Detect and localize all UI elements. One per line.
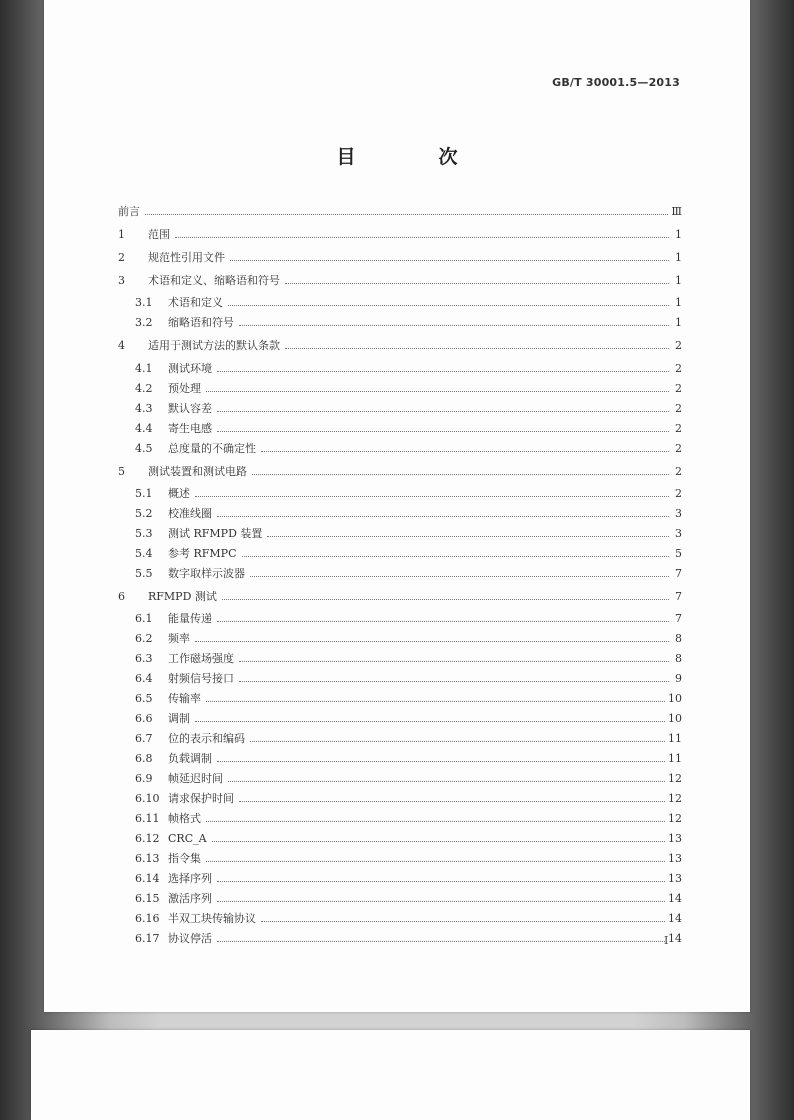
dot-leader [195, 640, 669, 642]
dot-leader [228, 780, 665, 782]
toc-entry-number: 6.2 [135, 631, 153, 645]
toc-entry-label: 工作磁场强度 [168, 652, 234, 665]
dot-leader [242, 555, 670, 557]
toc-entry-number: 4.2 [135, 381, 153, 395]
toc-entry-number: 4.1 [135, 361, 153, 375]
toc-subentry[interactable] [135, 524, 682, 542]
dot-leader [252, 473, 669, 475]
toc-entry-number: 4.4 [135, 421, 153, 435]
toc-subentry[interactable] [135, 729, 682, 747]
toc-entry-page: 2 [675, 401, 682, 415]
dot-leader [206, 820, 665, 822]
dot-leader [217, 880, 665, 882]
toc-entry-number: 6.12 [135, 831, 160, 845]
toc-entry-number: 6.16 [135, 911, 160, 925]
toc-entry-number: 6.17 [135, 931, 160, 945]
dot-leader [217, 410, 669, 412]
toc-entry-number: 6.4 [135, 671, 153, 685]
toc-entry-number: 3.2 [135, 315, 153, 329]
toc-entry-label: 指令集 [168, 852, 201, 865]
toc-entry-label: 概述 [168, 487, 190, 500]
toc-entry-page: 11 [668, 731, 682, 745]
toc-subentry[interactable] [135, 399, 682, 417]
toc-entry-page: 8 [675, 631, 682, 645]
toc-entry-number: 6.5 [135, 691, 153, 705]
toc-entry-number: 6.7 [135, 731, 153, 745]
toc-subentry[interactable] [135, 709, 682, 727]
toc-entry[interactable] [118, 271, 682, 289]
dot-leader [267, 535, 669, 537]
toc-entry-number: 6.11 [135, 811, 160, 825]
toc-entry-label: 测试 RFMPD 装置 [168, 527, 263, 540]
toc-subentry[interactable] [135, 909, 682, 927]
toc-entry-number: 3 [118, 273, 125, 287]
dot-leader [228, 304, 669, 306]
toc-entry-page: 10 [668, 711, 682, 725]
toc-entry-label: 调制 [168, 712, 190, 725]
toc-subentry[interactable] [135, 809, 682, 827]
toc-entry-page: 2 [675, 421, 682, 435]
toc-entry-number: 6.14 [135, 871, 160, 885]
toc-entry-number: 5.4 [135, 546, 153, 560]
toc-entry-label: 参考 RFMPC [168, 547, 237, 560]
toc-subentry[interactable] [135, 544, 682, 562]
toc-entry-number: 2 [118, 250, 125, 264]
toc-entry-page: 13 [668, 851, 682, 865]
toc-subentry[interactable] [135, 484, 682, 502]
toc-subentry[interactable] [135, 789, 682, 807]
toc-entry-page: 2 [675, 361, 682, 375]
toc-entry-page: 5 [675, 546, 682, 560]
toc-entry-label: 测试装置和测试电路 [148, 465, 247, 478]
toc-entry-label: RFMPD 测试 [148, 590, 217, 603]
toc-entry-label: 数字取样示波器 [168, 567, 245, 580]
toc-entry-number: 4.5 [135, 441, 153, 455]
toc-entry[interactable] [118, 336, 682, 354]
toc-subentry[interactable] [135, 379, 682, 397]
toc-subentry[interactable] [135, 669, 682, 687]
dot-leader [206, 390, 669, 392]
toc-entry-page: 7 [675, 589, 682, 603]
toc-entry[interactable] [118, 225, 682, 243]
toc-entry-page: 2 [675, 464, 682, 478]
toc-entry-page: 12 [668, 791, 682, 805]
document-page [44, 0, 750, 1012]
toc-subentry[interactable] [135, 313, 682, 331]
toc-subentry[interactable] [135, 829, 682, 847]
dot-leader [239, 660, 669, 662]
toc-entry-number: 6.8 [135, 751, 153, 765]
toc-subentry[interactable] [135, 889, 682, 907]
toc-subentry[interactable] [135, 564, 682, 582]
dot-leader [230, 259, 669, 261]
toc-subentry[interactable] [135, 359, 682, 377]
dot-leader [206, 700, 665, 702]
toc-entry-label: 适用于测试方法的默认条款 [148, 339, 280, 352]
toc-entry-label: 激活序列 [168, 892, 212, 905]
toc-entry-label: 频率 [168, 632, 190, 645]
toc-entry-label: 规范性引用文件 [148, 251, 225, 264]
toc-entry-label: 帧延迟时间 [168, 772, 223, 785]
toc-entry-label: 选择序列 [168, 872, 212, 885]
toc-entry-page: 1 [675, 295, 682, 309]
toc-entry-number: 6.3 [135, 651, 153, 665]
toc-subentry[interactable] [135, 869, 682, 887]
toc-entry-page: 9 [675, 671, 682, 685]
toc-entry-number: 5.2 [135, 506, 153, 520]
toc-entry-number: 5 [118, 464, 125, 478]
toc-entry-page: 3 [675, 506, 682, 520]
toc-entry-number: 4.3 [135, 401, 153, 415]
toc-entry-page: 14 [668, 911, 682, 925]
toc-entry-page: 2 [675, 338, 682, 352]
dot-leader [195, 495, 669, 497]
dot-leader [217, 760, 665, 762]
toc-entry-foreword[interactable] [118, 202, 682, 220]
toc-entry-page: 3 [675, 526, 682, 540]
toc-entry-page: 1 [675, 227, 682, 241]
toc-entry[interactable] [118, 248, 682, 266]
toc-entry-number: 3.1 [135, 295, 153, 309]
toc-entry-number: 5.5 [135, 566, 153, 580]
toc-entry-number: 1 [118, 227, 125, 241]
toc-entry-label: 范围 [148, 228, 170, 241]
toc-entry-label: 半双工块传输协议 [168, 912, 256, 925]
toc-entry-label: 测试环境 [168, 362, 212, 375]
toc-entry-page: 14 [668, 891, 682, 905]
dot-leader [145, 213, 668, 215]
toc-entry-number: 6.10 [135, 791, 160, 805]
toc-entry-page: 13 [668, 831, 682, 845]
toc-subentry[interactable] [135, 649, 682, 667]
dot-leader [217, 940, 665, 942]
toc-entry-page: 8 [675, 651, 682, 665]
standard-number: GB/T 30001.5—2013 [552, 76, 680, 89]
toc-subentry[interactable] [135, 769, 682, 787]
dot-leader [250, 740, 665, 742]
toc-entry-label: 请求保护时间 [168, 792, 234, 805]
toc-entry-page: 2 [675, 441, 682, 455]
dot-leader [285, 282, 669, 284]
toc-entry-number: 5.1 [135, 486, 153, 500]
toc-entry-label: 能量传递 [168, 612, 212, 625]
toc-entry-number: 6.6 [135, 711, 153, 725]
toc-entry-label: 位的表示和编码 [168, 732, 245, 745]
toc-entry-label: 寄生电感 [168, 422, 212, 435]
dot-leader [239, 324, 669, 326]
dot-leader [217, 430, 669, 432]
dot-leader [175, 236, 669, 238]
toc-entry-page: 12 [668, 771, 682, 785]
toc-entry-page: 1 [675, 315, 682, 329]
toc-subentry[interactable] [135, 419, 682, 437]
dot-leader [212, 840, 665, 842]
toc-entry-page: Ⅲ [671, 204, 682, 218]
toc-entry-number: 6.13 [135, 851, 160, 865]
next-document-page [31, 1030, 750, 1120]
toc-entry-page: 7 [675, 566, 682, 580]
toc-subentry[interactable] [135, 609, 682, 627]
toc-entry-page: 1 [675, 273, 682, 287]
dot-leader [195, 720, 665, 722]
toc-subentry[interactable] [135, 629, 682, 647]
dot-leader [222, 598, 669, 600]
toc-entry-label: 前言 [118, 205, 140, 218]
toc-entry-label: 术语和定义 [168, 296, 223, 309]
toc-entry-label: 传输率 [168, 692, 201, 705]
toc-entry-label: 校准线圈 [168, 507, 212, 520]
dot-leader [217, 900, 665, 902]
toc-entry-page: 12 [668, 811, 682, 825]
page-title: 目 次 [336, 146, 490, 168]
toc-entry-label: 负载调制 [168, 752, 212, 765]
dot-leader [217, 620, 669, 622]
toc-subentry[interactable] [135, 849, 682, 867]
dot-leader [217, 515, 669, 517]
dot-leader [217, 370, 669, 372]
toc-entry-label: 总度量的不确定性 [168, 442, 256, 455]
dot-leader [261, 450, 669, 452]
toc-entry-number: 6.1 [135, 611, 153, 625]
toc-entry-page: 1 [675, 250, 682, 264]
toc-entry-page: 2 [675, 381, 682, 395]
dot-leader [239, 800, 665, 802]
toc-entry-page: 10 [668, 691, 682, 705]
toc-entry-page: 2 [675, 486, 682, 500]
toc-entry-label: 缩略语和符号 [168, 316, 234, 329]
toc-subentry[interactable] [135, 504, 682, 522]
dot-leader [239, 680, 669, 682]
toc-entry-label: 预处理 [168, 382, 201, 395]
toc-entry-number: 6.9 [135, 771, 153, 785]
toc-entry-label: 射频信号接口 [168, 672, 234, 685]
toc-subentry[interactable] [135, 689, 682, 707]
toc-subentry[interactable] [135, 929, 682, 947]
dot-leader [285, 347, 669, 349]
toc-entry-label: 默认容差 [168, 402, 212, 415]
dot-leader [250, 575, 669, 577]
toc-subentry[interactable] [135, 439, 682, 457]
dot-leader [261, 920, 665, 922]
toc-entry-page: 7 [675, 611, 682, 625]
toc-entry-label: 协议停活 [168, 932, 212, 945]
toc-entry-label: 术语和定义、缩略语和符号 [148, 274, 280, 287]
toc-subentry[interactable] [135, 749, 682, 767]
page-number: Ⅰ [664, 934, 669, 947]
toc-entry-page: 14 [668, 931, 682, 945]
toc-subentry[interactable] [135, 293, 682, 311]
toc-entry-label: 帧格式 [168, 812, 201, 825]
toc-entry-number: 4 [118, 338, 125, 352]
dot-leader [206, 860, 665, 862]
toc-entry-label: CRC_A [168, 831, 207, 845]
toc-entry-number: 6.15 [135, 891, 160, 905]
toc-entry-number: 6 [118, 589, 125, 603]
toc-entry[interactable] [118, 587, 682, 605]
toc-entry[interactable] [118, 462, 682, 480]
toc-entry-number: 5.3 [135, 526, 153, 540]
toc-entry-page: 13 [668, 871, 682, 885]
toc-entry-page: 11 [668, 751, 682, 765]
